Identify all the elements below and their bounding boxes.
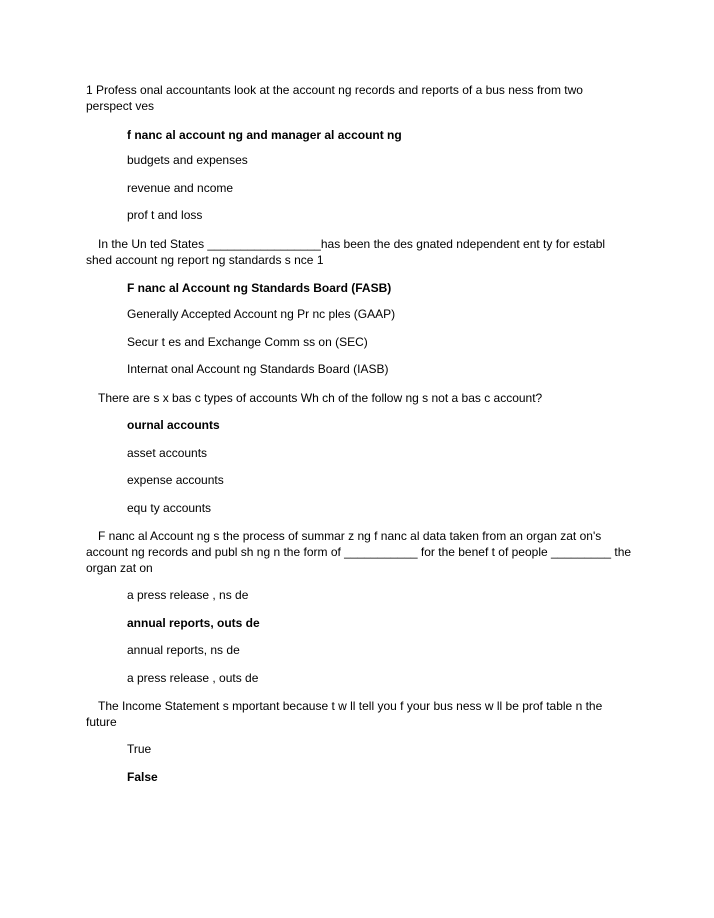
question-2-text: In the Un ted States _________________has been the des gnated ndependent ent ty for establ shed account ng report ng standards s nce 1 — [86, 237, 606, 267]
question-5-text: The Income Statement s mportant because t w ll tell you f your bus ness w ll be prof table n the future — [86, 699, 603, 729]
question-3-text: There are s x bas c types of accounts Wh ch of the follow ng s not a bas c account? — [98, 391, 543, 405]
question-1-option-a: f nanc al account ng and manager al account ng — [127, 128, 402, 142]
question-3-option-a: ournal accounts — [127, 418, 220, 432]
question-2-option-a: F nanc al Account ng Standards Board (FASB) — [127, 281, 392, 295]
question-1-text: 1 Profess onal accountants look at the account ng records and reports of a bus ness from two perspect ves — [86, 83, 583, 113]
question-3-option-c: expense accounts — [127, 473, 224, 487]
question-3-option-b: asset accounts — [127, 446, 208, 460]
question-2-option-c: Secur t es and Exchange Comm ss on (SEC) — [127, 335, 368, 349]
question-1-option-d: prof t and loss — [127, 208, 203, 222]
question-2-option-b: Generally Accepted Account ng Pr nc ples (GAAP) — [127, 307, 396, 321]
question-4-option-a: a press release , ns de — [127, 588, 249, 602]
question-2-option-d: Internat onal Account ng Standards Board (IASB) — [127, 362, 389, 376]
question-1-option-b: budgets and expenses — [127, 153, 248, 167]
question-4-option-c: annual reports, ns de — [127, 643, 240, 657]
question-5-option-a: True — [127, 742, 152, 756]
question-4-text: F nanc al Account ng s the process of summar z ng f nanc al data taken from an organ zat on's account ng records and publ sh ng n the form of ___________ for the benef t of people _________ the organ zat on — [86, 529, 632, 575]
question-5-option-b: False — [127, 770, 158, 784]
question-1-option-c: revenue and ncome — [127, 181, 234, 195]
question-4-option-d: a press release , outs de — [127, 671, 259, 685]
question-3-option-d: equ ty accounts — [127, 501, 212, 515]
question-4-option-b: annual reports, outs de — [127, 616, 260, 630]
